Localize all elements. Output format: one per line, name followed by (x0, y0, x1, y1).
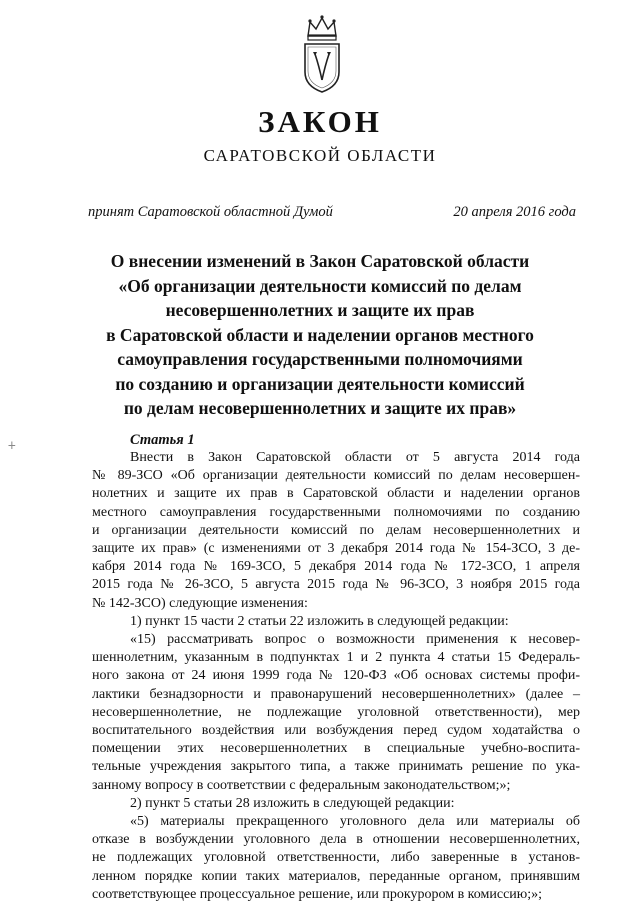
text-line: «15) рассматривать вопрос о возможности применения к несовер- (130, 632, 580, 648)
text-line: местного самоуправления государственными полномочиями по созданию (92, 504, 580, 520)
heading-line: самоуправления государственными полномочиями (117, 349, 523, 369)
margin-mark: ⵜ (8, 441, 16, 452)
text-line: 1) пункт 15 части 2 статьи 22 изложить в следующей редакции: (130, 613, 509, 629)
text-line: кабря 2014 года № 169-ЗСО, 5 декабря 2014 года № 172-ЗСО, 1 апреля (92, 559, 580, 575)
heading-line: «Об организации деятельности комиссий по делам (118, 275, 522, 296)
heading-line: по созданию и организации деятельности комиссий (115, 373, 525, 394)
text-line: № 142-ЗСО) следующие изменения: (92, 595, 308, 611)
text-line: шеннолетним, указанным в подпунктах 1 и 2 пункта 4 статьи 15 Федераль- (92, 650, 580, 666)
text-line: и организации деятельности комиссий по делам несовершеннолетних и (92, 522, 580, 538)
text-line: защите их прав» (с изменениями от 3 декабря 2014 года № 154-ЗСО, 3 де- (92, 541, 580, 557)
heading-line: О внесении изменений в Закон Саратовской области (110, 251, 530, 271)
heading-line: в Саратовской области и наделении органов местного (106, 324, 534, 345)
law-title: ЗАКОН (258, 104, 382, 139)
text-line: занному вопросу в соответствии с федеральным законодательством;»; (92, 777, 511, 793)
text-line: несовершеннолетние, не подлежащие уголовной ответственности), мер (92, 704, 580, 720)
article-body (92, 449, 580, 904)
text-line: «5) материалы прекращенного уголовного дела или материалы об (130, 814, 580, 830)
adopted-date: 20 апреля 2016 года (453, 204, 576, 220)
text-line: отказе в возбуждении уголовного дела в отношении несовершеннолетних, (92, 832, 580, 848)
saratov-coat-of-arms-icon (300, 14, 344, 94)
document-heading (60, 249, 580, 421)
adopted-by: принят Саратовской областной Думой (88, 204, 333, 220)
text-line: воспитательного воздействия или возбуждения перед судом ходатайства о (92, 723, 580, 739)
text-line: 2) пункт 5 статьи 28 изложить в следующей редакции: (130, 795, 455, 811)
text-line: ленном порядке копии таких материалов, переданные органом, принявшим (92, 868, 580, 884)
text-line: Внести в Закон Саратовской области от 5 августа 2014 года (130, 450, 580, 465)
article-title: Статья 1 (130, 432, 195, 448)
region-name: САРАТОВСКОЙ ОБЛАСТИ (203, 146, 437, 165)
text-line: 2015 года № 26-ЗСО, 5 августа 2015 года № 96-ЗСО, 3 ноября 2015 года (92, 577, 580, 593)
text-line: ного закона от 24 июня 1999 года № 120-ФЗ «Об основах системы профи- (92, 668, 580, 684)
text-line: тельные учреждения закрытого типа, а также принимать решение по ука- (92, 759, 580, 775)
text-line: помещении этих несовершеннолетних в специальные учебно-воспита- (92, 741, 580, 757)
text-line: соответствующее процессуальное решение, или прокурором в комиссию;»; (92, 886, 543, 902)
text-line: нолетних и защите их прав в Саратовской области и наделении органов (92, 486, 580, 502)
heading-line: несовершеннолетних и защите их прав (165, 300, 475, 320)
text-line: лактики безнадзорности и правонарушений несовершеннолетних» (далее – (92, 686, 580, 702)
text-line: не подлежащих уголовной ответственности, либо заверенные в установ- (92, 850, 580, 866)
heading-line: по делам несовершеннолетних и защите их прав» (123, 398, 517, 418)
text-line: № 89-ЗСО «Об организации деятельности комиссий по делам несовершен- (92, 468, 580, 484)
